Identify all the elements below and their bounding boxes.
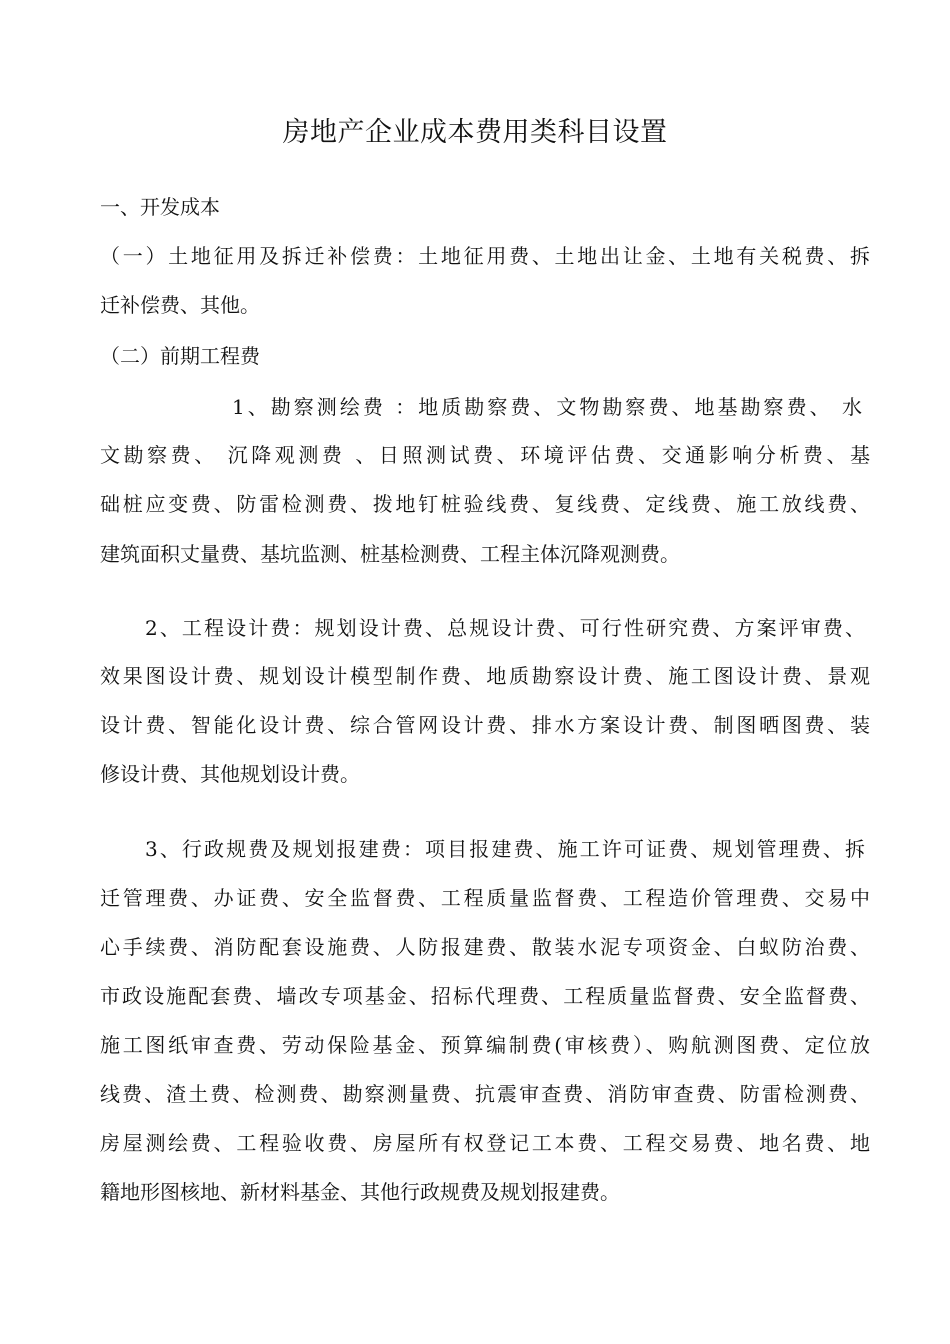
paragraph-line: （一）土地征用及拆迁补偿费：土地征用费、土地出让金、土地有关税费、拆 <box>100 244 870 268</box>
paragraph-line: 础桩应变费、防雷检测费、拨地钉桩验线费、复线费、定线费、施工放线费、 <box>100 492 870 516</box>
paragraph-line: 市政设施配套费、墙改专项基金、招标代理费、工程质量监督费、安全监督费、 <box>100 984 870 1008</box>
paragraph-line: 2、工程设计费：规划设计费、总规设计费、可行性研究费、方案评审费、 <box>145 616 865 640</box>
subsection-heading-preliminary-costs: （二）前期工程费 <box>100 344 260 368</box>
paragraph-line: 施工图纸审查费、劳动保险基金、预算编制费(审核费）、购航测图费、定位放 <box>100 1033 870 1057</box>
paragraph-line: 1、勘察测绘费 ：地质勘察费、文物勘察费、地基勘察费、 水 <box>232 395 862 419</box>
section-heading-development-cost: 一、开发成本 <box>100 195 220 219</box>
document-title: 房地产企业成本费用类科目设置 <box>282 117 668 148</box>
paragraph-line: 线费、渣土费、检测费、勘察测量费、抗震审查费、消防审查费、防雷检测费、 <box>100 1082 870 1106</box>
paragraph-line: 效果图设计费、规划设计模型制作费、地质勘察设计费、施工图设计费、景观 <box>100 664 870 688</box>
paragraph-line: 心手续费、消防配套设施费、人防报建费、散装水泥专项资金、白蚁防治费、 <box>100 935 870 959</box>
paragraph-line: 籍地形图核地、新材料基金、其他行政规费及规划报建费。 <box>100 1180 620 1204</box>
paragraph-line: 迁管理费、办证费、安全监督费、工程质量监督费、工程造价管理费、交易中 <box>100 886 870 910</box>
paragraph-line: 3、行政规费及规划报建费：项目报建费、施工许可证费、规划管理费、拆 <box>145 837 865 861</box>
paragraph-line: 建筑面积丈量费、基坑监测、桩基检测费、工程主体沉降观测费。 <box>100 542 680 566</box>
paragraph-line: 文勘察费、 沉降观测费 、日照测试费、环境评估费、交通影响分析费、基 <box>100 443 870 467</box>
paragraph-line: 修设计费、其他规划设计费。 <box>100 762 360 786</box>
paragraph-line: 设计费、智能化设计费、综合管网设计费、排水方案设计费、制图晒图费、装 <box>100 713 870 737</box>
paragraph-line: 迁补偿费、其他。 <box>100 293 260 317</box>
paragraph-line: 房屋测绘费、工程验收费、房屋所有权登记工本费、工程交易费、地名费、地 <box>100 1131 870 1155</box>
